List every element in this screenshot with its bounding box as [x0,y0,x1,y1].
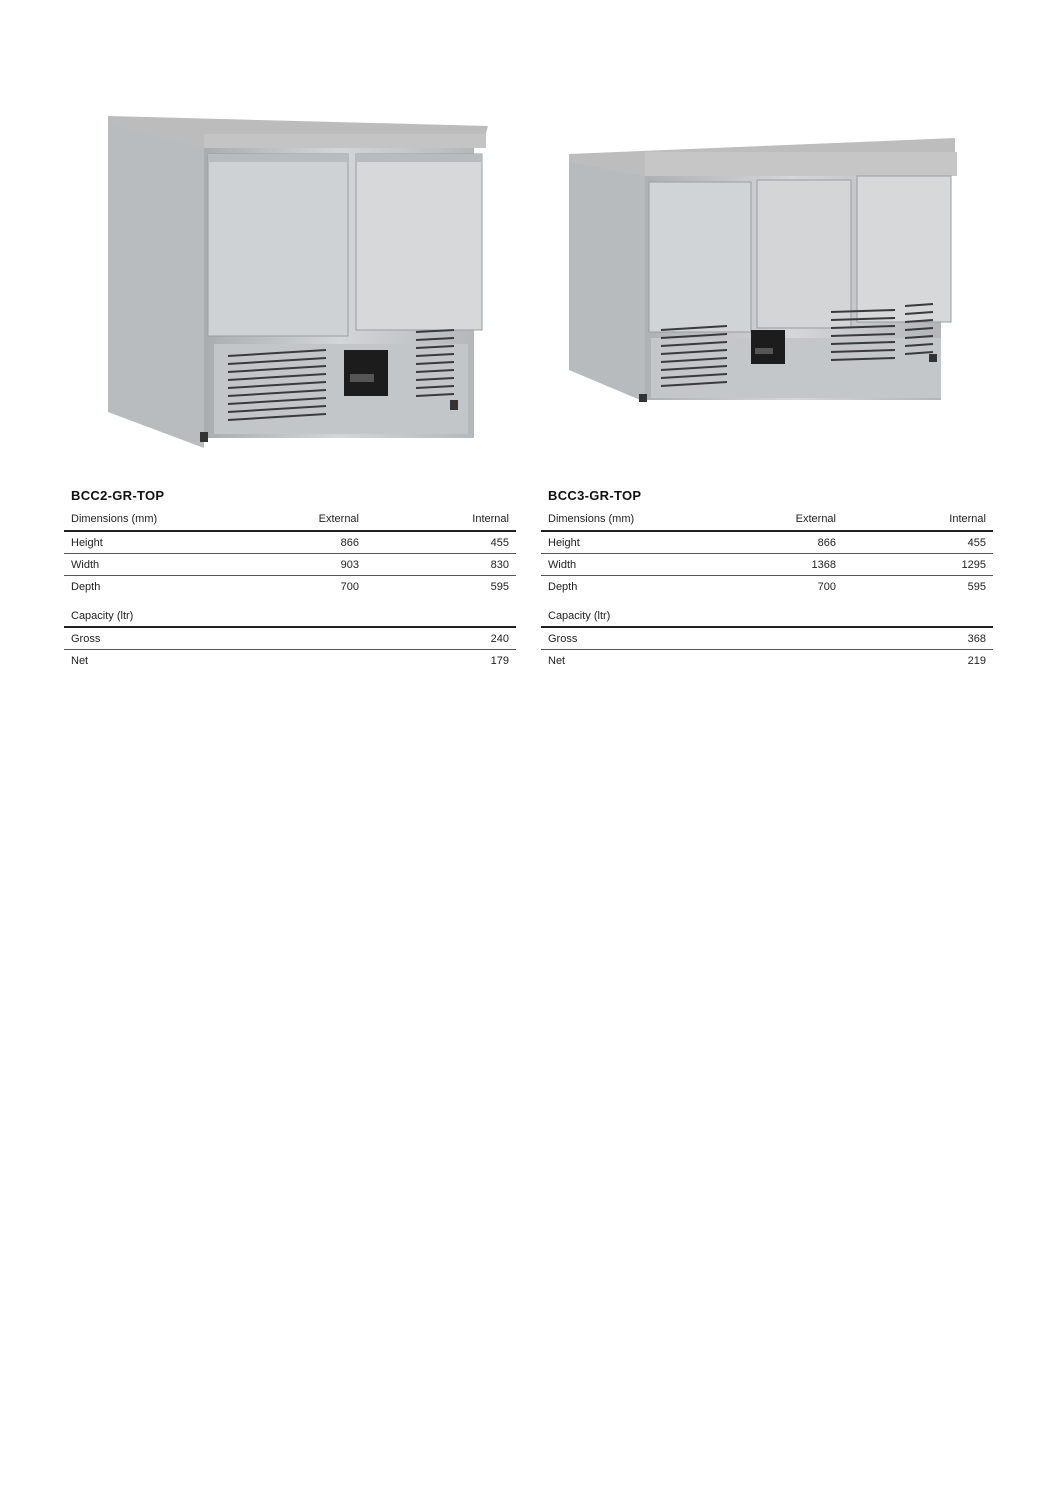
capacity-value: 240 [490,632,509,645]
external-column-header: External [318,513,359,525]
fridge-3-door-icon [565,132,985,404]
external-value: 700 [817,581,836,593]
row-label: Depth [548,581,578,593]
external-column-header: External [795,513,836,525]
internal-value: 455 [967,536,986,549]
table-row [64,650,516,672]
model-title: BCC2-GR-TOP [71,488,165,503]
three-door-fridge-image [565,132,985,404]
internal-value: 595 [967,581,986,593]
row-label: Width [548,558,577,571]
capacity-value: 179 [490,655,509,667]
external-value: 866 [340,536,359,549]
table-row [541,628,993,650]
capacity-header-row [541,606,993,628]
capacity-value: 219 [967,655,986,667]
internal-value: 830 [490,558,509,571]
capacity-value: 368 [967,632,986,645]
internal-value: 595 [490,581,509,593]
spec-table [541,508,993,672]
external-value: 1368 [811,558,836,571]
table-row [64,628,516,650]
external-value: 700 [340,581,359,593]
internal-column-header: Internal [472,513,509,525]
two-door-fridge-image [104,112,494,448]
table-row [64,554,516,576]
table-row [541,532,993,554]
external-value: 903 [340,558,359,571]
table-row [541,554,993,576]
table-row [541,576,993,598]
capacity-label: Capacity (ltr) [71,610,134,622]
dimensions-header-row [64,508,516,532]
external-value: 866 [817,536,836,549]
capacity-label: Capacity (ltr) [548,610,611,622]
row-label: Gross [548,632,578,645]
dimensions-label: Dimensions (mm) [548,513,635,525]
spec-table [64,508,516,672]
capacity-header-row [64,606,516,628]
row-label: Net [71,655,89,667]
dimensions-label: Dimensions (mm) [71,513,158,525]
row-label: Width [71,558,100,571]
internal-column-header: Internal [949,513,986,525]
internal-value: 455 [490,536,509,549]
row-label: Height [71,536,103,549]
model-title: BCC3-GR-TOP [548,488,642,503]
table-row [64,532,516,554]
row-label: Depth [71,581,101,593]
table-row [541,650,993,672]
row-label: Net [548,655,566,667]
fridge-2-door-icon [104,112,494,448]
row-label: Height [548,536,580,549]
internal-value: 1295 [961,558,986,571]
table-row [64,576,516,598]
dimensions-header-row [541,508,993,532]
row-label: Gross [71,632,101,645]
